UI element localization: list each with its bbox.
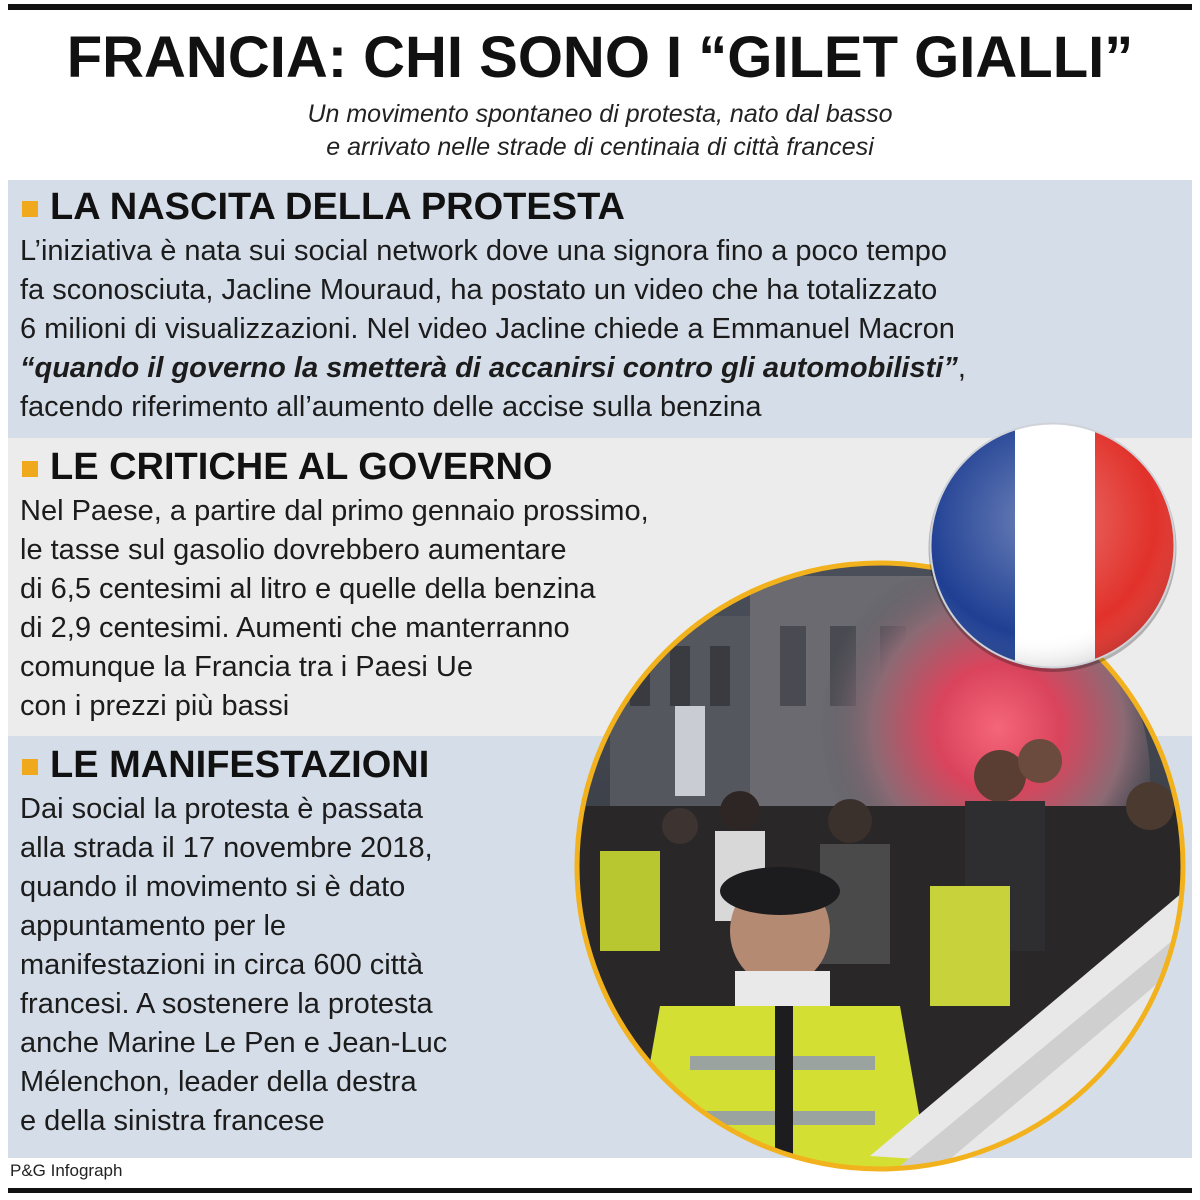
quote-comma: , bbox=[957, 352, 966, 384]
body-line: francesi. A sostenere la protesta bbox=[20, 988, 433, 1020]
subtitle-line: e arrivato nelle strade di centinaia di città francesi bbox=[326, 133, 874, 161]
body-line: L’iniziativa è nata sui social network dove una signora fino a poco tempo bbox=[20, 235, 947, 267]
body-line: facendo riferimento all’aumento delle accise sulla benzina bbox=[20, 391, 762, 423]
body-line: manifestazioni in circa 600 città bbox=[20, 949, 423, 981]
subtitle-line: Un movimento spontaneo di protesta, nato dal basso bbox=[307, 100, 893, 128]
body-line: con i prezzi più bassi bbox=[20, 690, 290, 722]
page-subtitle bbox=[0, 98, 1200, 164]
body-line: appuntamento per le bbox=[20, 910, 287, 942]
section-body bbox=[20, 492, 649, 726]
quote-line bbox=[20, 349, 966, 388]
square-bullet-icon bbox=[22, 759, 38, 775]
section-body bbox=[20, 232, 966, 427]
french-flag-icon bbox=[925, 418, 1180, 673]
body-line: alla strada il 17 novembre 2018, bbox=[20, 832, 433, 864]
body-line: Dai social la protesta è passata bbox=[20, 793, 423, 825]
body-line: 6 milioni di visualizzazioni. Nel video Jacline chiede a Emmanuel Macron bbox=[20, 313, 955, 345]
body-line: le tasse sul gasolio dovrebbero aumentare bbox=[20, 534, 567, 566]
body-line: di 6,5 centesimi al litro e quelle della benzina bbox=[20, 573, 596, 605]
body-line: comunque la Francia tra i Paesi Ue bbox=[20, 651, 473, 683]
square-bullet-icon bbox=[22, 201, 38, 217]
section-nascita bbox=[8, 180, 1192, 438]
square-bullet-icon bbox=[22, 461, 38, 477]
top-rule bbox=[8, 4, 1192, 10]
section-heading: LA NASCITA DELLA PROTESTA bbox=[22, 186, 625, 229]
section-body bbox=[20, 790, 447, 1141]
body-line: Mélenchon, leader della destra bbox=[20, 1066, 417, 1098]
body-line: quando il movimento si è dato bbox=[20, 871, 406, 903]
body-line: di 2,9 centesimi. Aumenti che manterranno bbox=[20, 612, 570, 644]
section-heading: LE CRITICHE AL GOVERNO bbox=[22, 446, 552, 489]
body-line: fa sconosciuta, Jacline Mouraud, ha postato un video che ha totalizzato bbox=[20, 274, 938, 306]
body-line: e della sinistra francese bbox=[20, 1105, 325, 1137]
section-heading: LE MANIFESTAZIONI bbox=[22, 744, 429, 787]
bottom-rule bbox=[8, 1188, 1192, 1193]
body-line: Nel Paese, a partire dal primo gennaio prossimo, bbox=[20, 495, 649, 527]
source-credit: P&G Infograph bbox=[10, 1161, 123, 1180]
macron-quote: “quando il governo la smetterà di accanirsi contro gli automobilisti” bbox=[20, 352, 958, 384]
page-title: FRANCIA: CHI SONO I “GILET GIALLI” bbox=[66, 25, 1134, 90]
body-line: anche Marine Le Pen e Jean-Luc bbox=[20, 1027, 448, 1059]
